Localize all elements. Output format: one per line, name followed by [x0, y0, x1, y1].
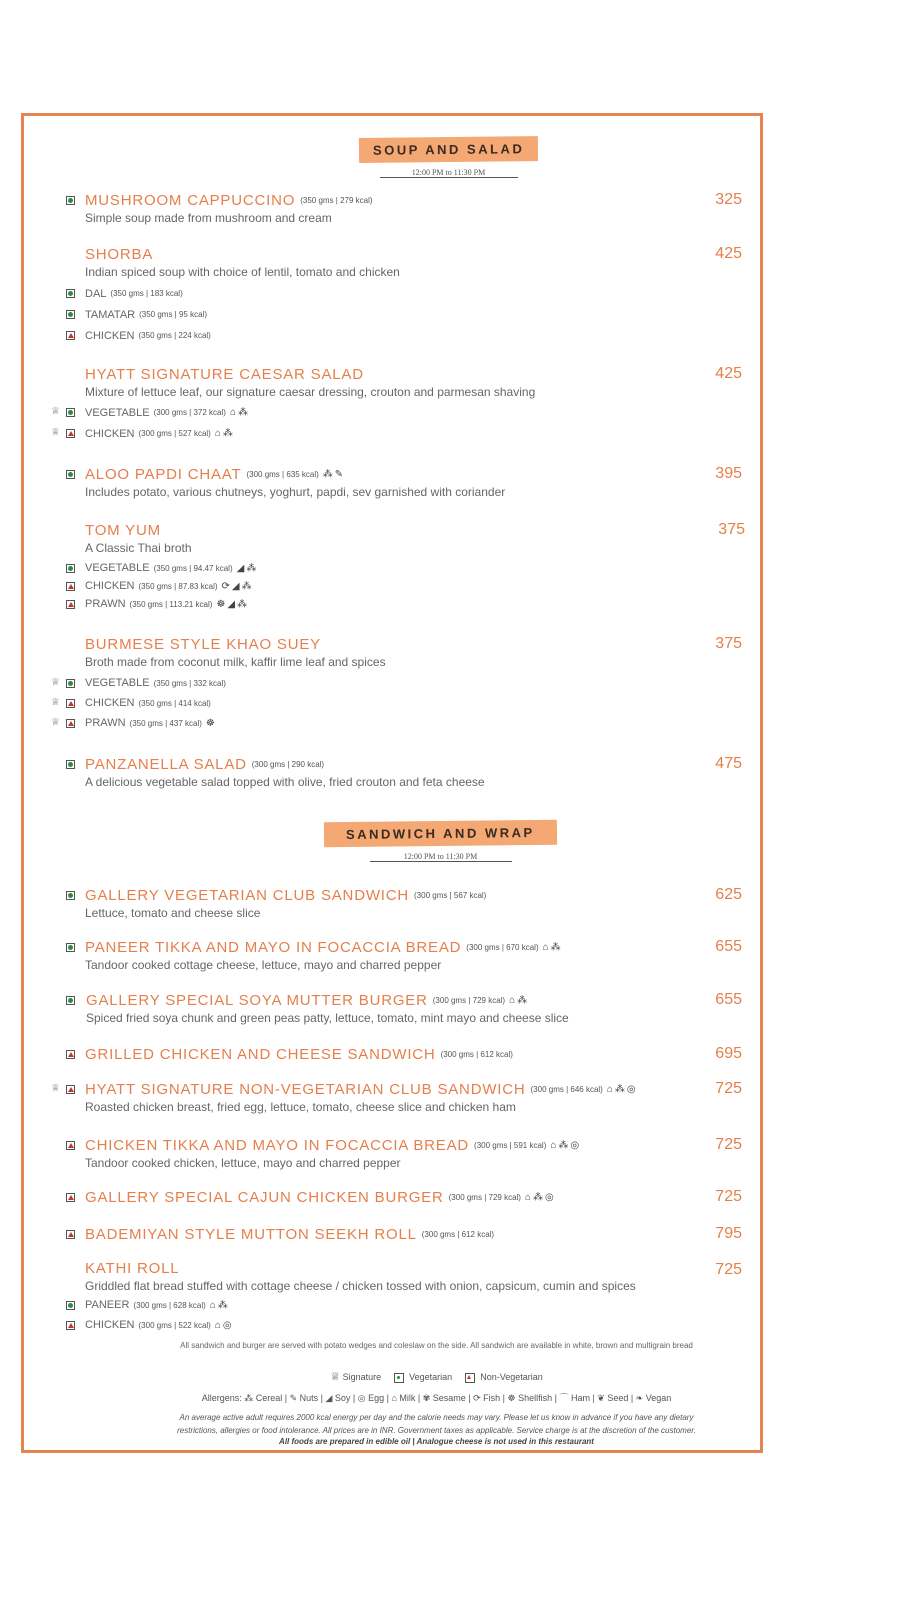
- menu-item: [0, 464, 897, 499]
- item-variant: [0, 1295, 897, 1315]
- disclaimer-line: An average active adult requires 2000 kcal energy per day and the calorie needs may vary. Please let us know in advance if you have any dietary: [179, 1413, 694, 1422]
- item-variant: [0, 713, 897, 733]
- item-price: 395: [715, 465, 742, 482]
- veg-indicator-icon: [66, 310, 75, 319]
- menu-item: [0, 634, 897, 733]
- item-description: Tandoor cooked cottage cheese, lettuce, mayo and charred pepper: [85, 958, 442, 972]
- item-name: MUSHROOM CAPPUCCINO: [85, 191, 296, 209]
- allergen-icons: ⌂⁂◎: [550, 1139, 582, 1151]
- variant-meta: (300 gms | 628 kcal): [133, 1300, 206, 1310]
- veg-indicator-icon: [66, 289, 75, 298]
- menu-item: [0, 1187, 897, 1207]
- legend-veg: Vegetarian: [409, 1372, 453, 1382]
- variant-meta: (350 gms | 87.83 kcal): [138, 581, 218, 591]
- allergen-icons: ⌂⁂: [214, 428, 235, 439]
- variant-name: CHICKEN: [85, 580, 135, 592]
- allergen-icons: ⟳◢⁂: [221, 580, 254, 592]
- menu-item: [0, 1079, 897, 1114]
- variant-name: CHICKEN: [85, 1319, 135, 1331]
- signature-icon: ♕: [51, 427, 60, 438]
- section-time: 12:00 PM to 11:30 PM: [403, 852, 478, 861]
- item-meta: (300 gms | 729 kcal): [432, 995, 506, 1005]
- item-meta: (300 gms | 612 kcal): [440, 1049, 513, 1059]
- variant-meta: (350 gms | 113.21 kcal): [129, 599, 213, 609]
- item-price: 655: [715, 991, 742, 1008]
- allergen-icons: ⁂✎: [322, 468, 346, 480]
- item-description: Roasted chicken breast, fried egg, lettuce, tomato, cheese slice and chicken ham: [85, 1100, 516, 1114]
- allergen-icons: ☸: [205, 717, 217, 729]
- item-description: Indian spiced soup with choice of lentil, tomato and chicken: [85, 265, 400, 279]
- item-name: GALLERY SPECIAL CAJUN CHICKEN BURGER: [85, 1188, 444, 1206]
- variant-name: PANEER: [85, 1299, 130, 1311]
- item-variant: [0, 595, 897, 613]
- item-name: HYATT SIGNATURE CAESAR SALAD: [85, 365, 364, 383]
- item-description: Tandoor cooked chicken, lettuce, mayo and charred pepper: [85, 1156, 401, 1170]
- veg-indicator-icon: [66, 564, 75, 573]
- item-name: SHORBA: [85, 245, 154, 263]
- disclaimer-line: All foods are prepared in edible oil | Analogue cheese is not used in this restaurant: [279, 1437, 594, 1446]
- item-name: PANZANELLA SALAD: [85, 755, 247, 773]
- menu-item: [0, 1224, 897, 1244]
- variant-name: VEGETABLE: [85, 562, 150, 574]
- item-name: BADEMIYAN STYLE MUTTON SEEKH ROLL: [85, 1225, 417, 1243]
- section-title: SANDWICH AND WRAP: [324, 820, 557, 847]
- variant-meta: (350 gms | 224 kcal): [138, 331, 211, 340]
- menu-item: [0, 754, 897, 789]
- item-variant: [0, 577, 897, 595]
- menu-item: [0, 885, 897, 920]
- item-description: A Classic Thai broth: [85, 541, 192, 555]
- menu-item: [0, 364, 897, 444]
- allergen-icons: ⌂⁂◎: [524, 1191, 556, 1203]
- item-meta: (300 gms | 635 kcal): [246, 469, 319, 479]
- signature-icon: ♕: [51, 717, 60, 728]
- signature-icon: ♕: [330, 1371, 341, 1383]
- item-price: 725: [715, 1080, 742, 1097]
- item-price: 725: [715, 1261, 742, 1278]
- veg-indicator-icon: [66, 408, 75, 417]
- section-time: 12:00 PM to 11:30 PM: [411, 168, 486, 177]
- variant-meta: (350 gms | 183 kcal): [110, 289, 183, 298]
- allergen-icons: ⌂◎: [214, 1319, 234, 1331]
- variant-meta: (300 gms | 527 kcal): [138, 429, 211, 438]
- item-description: Lettuce, tomato and cheese slice: [85, 906, 261, 920]
- menu-item: [0, 990, 897, 1025]
- disclaimer: [0, 1411, 885, 1446]
- section-title: SOUP AND SALAD: [359, 136, 539, 163]
- item-name: HYATT SIGNATURE NON-VEGETARIAN CLUB SANDWICH: [85, 1080, 526, 1098]
- item-price: 325: [715, 191, 742, 208]
- item-price: 375: [715, 635, 742, 652]
- item-name: KATHI ROLL: [85, 1259, 180, 1277]
- variant-name: TAMATAR: [85, 308, 136, 321]
- variant-name: DAL: [85, 287, 107, 300]
- nonveg-indicator-icon: [66, 600, 75, 609]
- variant-meta: (350 gms | 414 kcal): [138, 698, 211, 708]
- variant-name: CHICKEN: [85, 329, 135, 342]
- nonveg-indicator-icon: [66, 719, 75, 728]
- menu-item: [0, 937, 897, 972]
- item-meta: (300 gms | 567 kcal): [414, 890, 487, 900]
- serving-note: All sandwich and burger are served with potato wedges and coleslaw on the side. All sandwich are available in white, brown and multigrain bread: [180, 1341, 693, 1350]
- variant-meta: (350 gms | 94.47 kcal): [153, 563, 233, 573]
- allergen-icons: ◢⁂: [236, 562, 259, 574]
- allergen-icons: ⌂⁂: [229, 407, 250, 418]
- allergen-legend: Allergens: ⁂ Cereal | ✎ Nuts | ◢ Soy | ◎ Egg | ⌂ Milk | ✾ Sesame | ⟳ Fish | ☸ Shellfish | ⌒ Ham | ❦ Seed | ❧ Vegan: [201, 1393, 672, 1403]
- item-description: Griddled flat bread stuffed with cottage cheese / chicken tossed with onion, capsicum, cumin and spices: [85, 1279, 636, 1293]
- item-meta: (300 gms | 729 kcal): [448, 1192, 521, 1202]
- item-price: 695: [715, 1045, 742, 1062]
- menu-item: [0, 1044, 897, 1064]
- item-meta: (300 gms | 591 kcal): [474, 1140, 547, 1150]
- nonveg-indicator-icon: [66, 699, 75, 708]
- item-variant: [0, 423, 897, 444]
- item-description: Includes potato, various chutneys, yoghurt, papdi, sev garnished with coriander: [85, 485, 506, 499]
- item-meta: (350 gms | 279 kcal): [300, 195, 373, 205]
- veg-indicator-icon: [66, 679, 75, 688]
- allergen-icons: ⌂⁂: [209, 1299, 230, 1311]
- nonveg-indicator-icon: [66, 331, 75, 340]
- variant-meta: (350 gms | 437 kcal): [129, 718, 202, 728]
- veg-indicator-icon: [66, 1301, 75, 1310]
- item-name: PANEER TIKKA AND MAYO IN FOCACCIA BREAD: [85, 938, 462, 956]
- allergen-icons: ⌂⁂: [509, 994, 530, 1006]
- item-name: GRILLED CHICKEN AND CHEESE SANDWICH: [85, 1045, 436, 1063]
- variant-meta: (300 gms | 372 kcal): [153, 408, 226, 417]
- signature-icon: ♕: [51, 677, 60, 688]
- variant-meta: (350 gms | 95 kcal): [139, 310, 207, 319]
- signature-icon: ♕: [51, 1083, 60, 1094]
- item-name: GALLERY SPECIAL SOYA MUTTER BURGER: [86, 991, 428, 1009]
- item-price: 425: [715, 245, 742, 262]
- item-description: Mixture of lettuce leaf, our signature caesar dressing, crouton and parmesan shaving: [85, 385, 536, 399]
- signature-icon: ♕: [51, 697, 60, 708]
- item-variant: [0, 1315, 897, 1335]
- item-meta: (300 gms | 612 kcal): [421, 1229, 495, 1239]
- divider: [380, 177, 518, 178]
- item-meta: (300 gms | 290 kcal): [251, 759, 325, 769]
- allergen-icons: ⌂⁂: [542, 941, 563, 953]
- divider: [370, 861, 512, 862]
- item-variant: [0, 325, 897, 346]
- variant-name: CHICKEN: [85, 697, 135, 709]
- variant-name: VEGETABLE: [85, 406, 150, 419]
- item-variant: [0, 283, 897, 304]
- nonveg-indicator-icon: [66, 429, 75, 438]
- disclaimer-line: restrictions, allergies or food intolerance. All prices are in INR. Government taxes as applicable. Service charge is at the discretion of the customer.: [177, 1426, 696, 1435]
- nonveg-indicator-icon: [465, 1373, 475, 1383]
- variant-meta: (300 gms | 522 kcal): [138, 1320, 211, 1330]
- item-price: 375: [718, 521, 745, 538]
- item-variant: [0, 693, 897, 713]
- item-price: 725: [715, 1136, 742, 1153]
- section-header-sandwich: [0, 821, 889, 862]
- item-meta: (300 gms | 670 kcal): [466, 942, 539, 952]
- variant-name: PRAWN: [85, 717, 126, 729]
- variant-name: PRAWN: [85, 598, 126, 610]
- menu-item: [0, 1135, 897, 1170]
- item-description: A delicious vegetable salad topped with olive, fried crouton and feta cheese: [85, 775, 485, 789]
- allergen-icons: ☸◢⁂: [216, 598, 250, 610]
- item-variant: [0, 304, 897, 325]
- item-variant: [0, 559, 897, 577]
- item-name: BURMESE STYLE KHAO SUEY: [85, 635, 321, 653]
- legend-signature: Signature: [342, 1372, 382, 1382]
- item-price: 655: [715, 938, 742, 955]
- item-price: 625: [715, 886, 742, 903]
- item-description: Broth made from coconut milk, kaffir lime leaf and spices: [85, 655, 386, 669]
- item-name: ALOO PAPDI CHAAT: [85, 465, 242, 483]
- menu-item: [0, 190, 897, 225]
- variant-name: VEGETABLE: [85, 677, 150, 689]
- menu-item: [0, 244, 897, 346]
- nonveg-indicator-icon: [66, 1321, 75, 1330]
- signature-icon: ♕: [51, 406, 60, 417]
- item-price: 795: [715, 1225, 742, 1242]
- variant-name: CHICKEN: [85, 427, 135, 440]
- menu-item: [0, 520, 897, 613]
- item-name: GALLERY VEGETARIAN CLUB SANDWICH: [85, 886, 410, 904]
- variant-meta: (350 gms | 332 kcal): [153, 678, 226, 688]
- item-variant: [0, 673, 897, 693]
- section-header-soup: [0, 137, 897, 178]
- item-variant: [0, 402, 897, 423]
- item-description: Spiced fried soya chunk and green peas patty, lettuce, tomato, mint mayo and cheese slice: [86, 1011, 569, 1025]
- item-name: TOM YUM: [85, 521, 161, 539]
- item-description: Simple soup made from mushroom and cream: [85, 211, 332, 225]
- item-price: 425: [715, 365, 742, 382]
- item-meta: (300 gms | 646 kcal): [530, 1084, 603, 1094]
- item-price: 725: [715, 1188, 742, 1205]
- menu-item: [0, 1258, 897, 1335]
- legend-nonveg: Non-Vegetarian: [480, 1372, 543, 1382]
- legend: [0, 1370, 885, 1383]
- item-name: CHICKEN TIKKA AND MAYO IN FOCACCIA BREAD: [85, 1136, 470, 1154]
- item-price: 475: [715, 755, 742, 772]
- allergen-icons: ⌂⁂◎: [606, 1083, 638, 1095]
- nonveg-indicator-icon: [66, 582, 75, 591]
- veg-indicator-icon: [394, 1373, 404, 1383]
